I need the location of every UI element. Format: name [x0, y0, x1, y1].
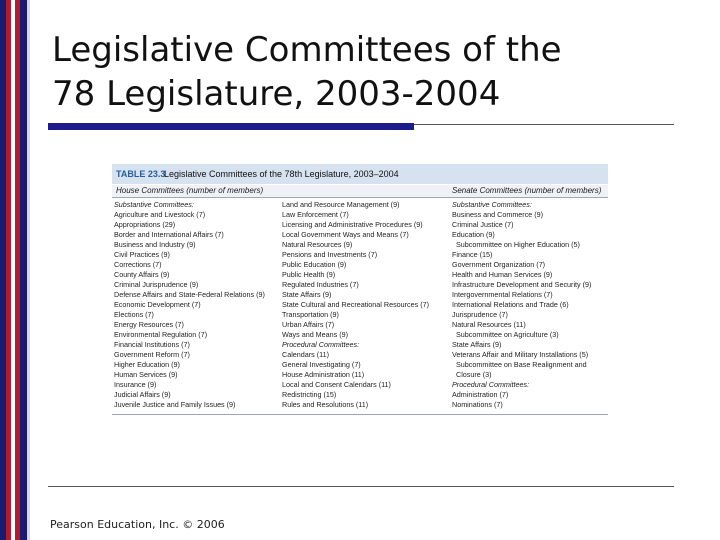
committee-item: Economic Development (7)	[114, 300, 201, 309]
committee-item: International Relations and Trade (6)	[452, 300, 569, 309]
committee-item: Regulated Industries (7)	[282, 280, 359, 289]
house-committees-column-2	[282, 200, 450, 410]
committee-section-heading: Substantive Committees:	[114, 200, 194, 209]
committee-item: Natural Resources (11)	[452, 320, 526, 329]
house-column-header: House Committees (number of members)	[112, 185, 608, 197]
committee-item: Nominations (7)	[452, 400, 503, 409]
committee-item: Insurance (9)	[114, 380, 157, 389]
committee-item: Natural Resources (9)	[282, 240, 353, 249]
table-caption: Legislative Committees of the 78th Legislature, 2003–2004	[164, 169, 399, 179]
committee-item: Education (9)	[452, 230, 495, 239]
committee-item: Intergovernmental Relations (7)	[452, 290, 553, 299]
subcommittee-item: Subcommittee on Agriculture (3)	[456, 330, 559, 339]
committee-item: Finance (15)	[452, 250, 493, 259]
committee-item: Public Health (9)	[282, 270, 336, 279]
committee-item: Local Government Ways and Means (7)	[282, 230, 409, 239]
committee-item: Judicial Affairs (9)	[114, 390, 171, 399]
committee-item: Health and Human Services (9)	[452, 270, 553, 279]
table-divider-bottom	[112, 414, 608, 415]
committee-item: Veterans Affair and Military Installations (5)	[452, 350, 589, 359]
committee-item: Border and International Affairs (7)	[114, 230, 224, 239]
committee-item: Environmental Regulation (7)	[114, 330, 208, 339]
committees-table	[112, 164, 608, 422]
committee-item: Urban Affairs (7)	[282, 320, 335, 329]
committee-item: Human Services (9)	[114, 370, 178, 379]
title-underline-thick	[48, 123, 414, 130]
committee-item: Licensing and Administrative Procedures (9)	[282, 220, 423, 229]
slide-title	[52, 28, 692, 116]
committee-item: Criminal Jurisprudence (9)	[114, 280, 199, 289]
committee-item: Jurisprudence (7)	[452, 310, 508, 319]
committee-item: State Affairs (9)	[282, 290, 332, 299]
committee-item: Transportation (9)	[282, 310, 339, 319]
table-label: TABLE 23.3	[116, 169, 166, 179]
subcommittee-item: Subcommittee on Base Realignment and	[456, 360, 587, 369]
committee-item: House Administration (11)	[282, 370, 365, 379]
committee-item: Administration (7)	[452, 390, 509, 399]
committee-item: County Affairs (9)	[114, 270, 170, 279]
committee-item: Appropriations (29)	[114, 220, 176, 229]
committee-item: Ways and Means (9)	[282, 330, 349, 339]
slide-title-line-1: Legislative Committees of the	[52, 30, 562, 70]
stripe-navy	[20, 0, 27, 540]
committee-item: Calendars (11)	[282, 350, 330, 359]
committee-item: Criminal Justice (7)	[452, 220, 514, 229]
committee-item: Higher Education (9)	[114, 360, 180, 369]
committee-item: Financial Institutions (7)	[114, 340, 190, 349]
committee-item: Government Organization (7)	[452, 260, 546, 269]
committee-item: Elections (7)	[114, 310, 154, 319]
committee-item: Business and Commerce (9)	[452, 210, 544, 219]
table-divider-top	[112, 197, 608, 198]
committee-item: Redistricting (15)	[282, 390, 337, 399]
committee-section-heading: Procedural Committees:	[452, 380, 530, 389]
committee-item: Government Reform (7)	[114, 350, 190, 359]
committee-item: Energy Resources (7)	[114, 320, 184, 329]
committee-item: State Cultural and Recreational Resources (7)	[282, 300, 430, 309]
senate-column-header: Senate Committees (number of members)	[452, 186, 602, 195]
committee-section-heading: Substantive Committees:	[452, 200, 532, 209]
committee-item: Local and Consent Calendars (11)	[282, 380, 391, 389]
subcommittee-item: Closure (3)	[456, 370, 492, 379]
senate-committees-column	[452, 200, 608, 410]
committee-item: Infrastructure Development and Security (9)	[452, 280, 592, 289]
table-header-band	[112, 164, 608, 184]
stripe-gray	[27, 0, 30, 540]
committee-section-heading: Procedural Committees:	[282, 340, 360, 349]
footer-rule	[48, 486, 674, 487]
committee-item: Land and Resource Management (9)	[282, 200, 400, 209]
committee-item: General Investigating (7)	[282, 360, 361, 369]
committee-item: Civil Practices (9)	[114, 250, 170, 259]
title-underline-thin	[414, 124, 674, 125]
slide-title-line-2: 78 Legislature, 2003-2004	[52, 74, 501, 114]
committee-item: Corrections (7)	[114, 260, 162, 269]
committee-item: Pensions and Investments (7)	[282, 250, 378, 259]
committee-item: Law Enforcement (7)	[282, 210, 349, 219]
committee-item: State Affairs (9)	[452, 340, 502, 349]
side-stripe-bar	[0, 0, 34, 540]
subcommittee-item: Subcommittee on Higher Education (5)	[456, 240, 580, 249]
footer-copyright: Pearson Education, Inc. © 2006	[50, 518, 225, 531]
committee-item: Business and Industry (9)	[114, 240, 196, 249]
committee-item: Defense Affairs and State-Federal Relations (9)	[114, 290, 265, 299]
house-committees-column-1	[114, 200, 279, 410]
committee-item: Public Education (9)	[282, 260, 347, 269]
committee-item: Juvenile Justice and Family Issues (9)	[114, 400, 236, 409]
committee-item: Agriculture and Livestock (7)	[114, 210, 206, 219]
committee-item: Rules and Resolutions (11)	[282, 400, 369, 409]
